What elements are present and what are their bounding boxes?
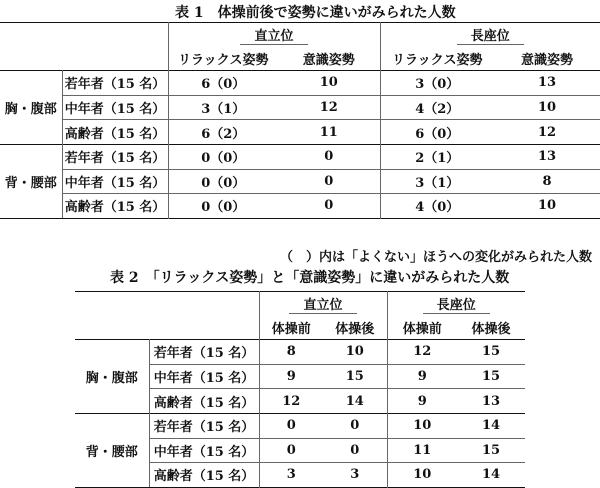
table2-cell: 11 [387, 438, 457, 463]
table2-cell: 0 [259, 438, 323, 463]
table2-cell: 14 [481, 418, 501, 434]
table2-cell: 14 [481, 467, 501, 483]
table1-cell: 10 [319, 75, 338, 91]
table2-cell: 15 [481, 369, 501, 385]
table2-cell: 8 [259, 340, 323, 365]
table1-cell: 0 [324, 198, 334, 214]
table2-corner [75, 292, 259, 340]
table1 [0, 22, 600, 219]
table1-caption: 表 1 体操前後で姿勢に違いがみられた人数 [175, 5, 456, 21]
table1-cell: 12 [319, 100, 338, 116]
table2-cell: 3 [350, 467, 360, 483]
table1-cell: 6（0） [168, 71, 278, 96]
table2-subheader: 体操前 [259, 316, 323, 340]
table2-header-group1: 直立位 [259, 292, 387, 316]
table2-subheader: 体操後 [471, 321, 511, 337]
table1-cell: 2（1） [380, 144, 494, 169]
table1-section-label: 胸・腹部 [4, 102, 57, 118]
table1-row-group: 若年者（15 名） [62, 71, 168, 96]
table2-header-group2: 長座位 [387, 292, 525, 316]
table2-cell: 9 [387, 364, 457, 389]
table2-caption: 表 2 「リラックス姿勢」と「意識姿勢」に違いがみられた人数 [110, 270, 510, 286]
table1-header-group1: 直立位 [168, 23, 380, 47]
table2-cell: 10 [345, 344, 364, 360]
table2-section-label: 胸・腹部 [85, 371, 138, 387]
table2-cell: 0 [350, 418, 360, 434]
table2-row-group: 若年者（15 名） [149, 340, 259, 365]
table1-cell: 3（1） [168, 95, 278, 120]
table1-corner [0, 23, 168, 71]
table2-cell: 3 [259, 463, 323, 488]
table1-cell: 3（1） [380, 169, 494, 194]
table1-cell: 10 [537, 100, 557, 116]
table1-row-group: 高齢者（15 名） [62, 194, 168, 219]
table2-cell: 12 [387, 340, 457, 365]
table2 [75, 291, 525, 488]
table2-cell: 15 [481, 344, 501, 360]
table1-cell: 12 [537, 124, 557, 140]
table2-cell: 9 [387, 389, 457, 414]
table1-cell: 11 [319, 124, 338, 140]
table1-row-group: 高齢者（15 名） [62, 120, 168, 145]
table1-cell: 6（2） [168, 120, 278, 145]
table1-cell: 13 [537, 149, 557, 165]
table2-cell: 13 [481, 393, 501, 409]
table1-subheader: リラックス姿勢 [380, 47, 494, 71]
table2-section-label: 背・腰部 [75, 413, 149, 487]
table2-cell: 9 [259, 364, 323, 389]
table1-cell: 8 [542, 173, 552, 189]
table2-row-group: 中年者（15 名） [149, 364, 259, 389]
table2-subheader: 体操前 [387, 316, 457, 340]
table2-cell: 14 [345, 393, 364, 409]
table1-row-group: 中年者（15 名） [62, 95, 168, 120]
table1-cell: 13 [537, 75, 557, 91]
table1-header-group2: 長座位 [380, 23, 600, 47]
table1-cell: 0（0） [168, 169, 278, 194]
table1-cell: 0（0） [168, 194, 278, 219]
table1-cell: 6（0） [380, 120, 494, 145]
table1-cell: 4（0） [380, 194, 494, 219]
table1-subheader: リラックス姿勢 [168, 47, 278, 71]
table1-cell: 4（2） [380, 95, 494, 120]
table2-row-group: 若年者（15 名） [149, 413, 259, 438]
table2-cell: 15 [481, 442, 501, 458]
table1-cell: 0 [324, 149, 334, 165]
table2-cell: 0 [259, 413, 323, 438]
table1-cell: 0 [324, 173, 334, 189]
table2-row-group: 高齢者（15 名） [149, 389, 259, 414]
table1-cell: 10 [537, 198, 557, 214]
table1-section-label: 背・腰部 [0, 144, 62, 218]
table2-cell: 10 [387, 413, 457, 438]
table2-cell: 12 [259, 389, 323, 414]
table1-row-group: 若年者（15 名） [62, 144, 168, 169]
table1-cell: 3（0） [380, 71, 494, 96]
table2-cell: 15 [345, 369, 364, 385]
table1-subheader: 意識姿勢 [520, 52, 573, 68]
table2-row-group: 中年者（15 名） [149, 438, 259, 463]
table1-subheader: 意識姿勢 [302, 52, 355, 68]
table1-note: （ ）内は「よくない」ほうへの変化がみられた人数 [279, 250, 592, 265]
table1-cell: 0（0） [168, 144, 278, 169]
table2-row-group: 高齢者（15 名） [149, 463, 259, 488]
table2-cell: 10 [387, 463, 457, 488]
table2-cell: 0 [350, 442, 360, 458]
table2-subheader: 体操後 [335, 321, 375, 337]
table1-row-group: 中年者（15 名） [62, 169, 168, 194]
